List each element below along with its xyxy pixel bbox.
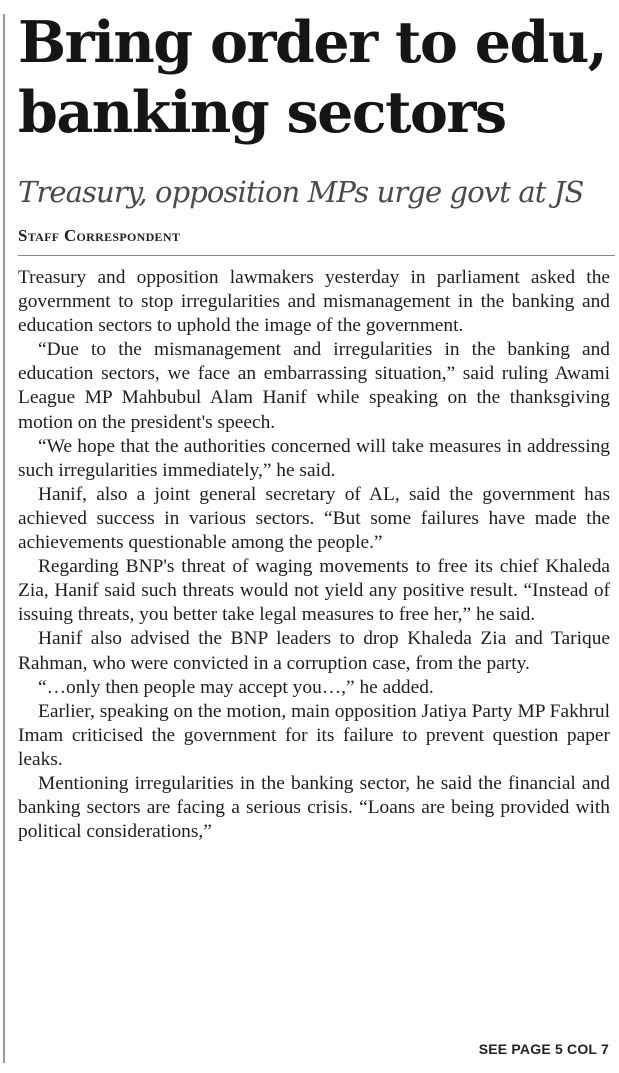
- paragraph: Regarding BNP's threat of waging movements to free its chief Khaleda Zia, Hanif said such threats would not yield any positive result. “Instead of issuing threats, you better take legal measures to free her,” he said.: [18, 556, 610, 626]
- paragraph: Hanif, also a joint general secretary of AL, said the government has achieved success in various sectors. “But some failures have made the achievements questionable among the people.”: [18, 483, 610, 554]
- byline-divider: [18, 255, 615, 256]
- paragraph: Mentioning irregularities in the banking sector, he said the financial and banking sectors are facing a serious crisis. “Loans are being provided with political considerations,”: [18, 772, 610, 843]
- paragraph: Treasury and opposition lawmakers yesterday in parliament asked the government to stop irregularities and mismanagement in the banking and education sectors to uphold the image of the government.: [18, 267, 610, 337]
- paragraph: “We hope that the authorities concerned will take measures in addressing such irregularities immediately,” he said.: [18, 435, 610, 481]
- headline-line-2: banking sectors: [18, 79, 506, 146]
- continued-on-label: SEE PAGE 5 COL 7: [478, 1041, 609, 1057]
- byline: Staff Correspondent: [18, 226, 181, 245]
- article-body: [18, 266, 610, 844]
- headline-line-1: Bring order to edu,: [18, 9, 607, 76]
- paragraph: Earlier, speaking on the motion, main opposition Jatiya Party MP Fakhrul Imam criticised the government for its failure to prevent question paper leaks.: [18, 700, 610, 770]
- column-rule: [3, 14, 5, 1063]
- headline: [18, 8, 616, 148]
- paragraph: “…only then people may accept you…,” he added.: [38, 676, 434, 698]
- subheadline: Treasury, opposition MPs urge govt at JS: [18, 175, 584, 209]
- paragraph: Hanif also advised the BNP leaders to drop Khaleda Zia and Tarique Rahman, who were convicted in a corruption case, from the party.: [18, 628, 610, 674]
- paragraph: “Due to the mismanagement and irregularities in the banking and education sectors, we face an embarrassing situation,” said ruling Awami League MP Mahbubul Alam Hanif while speaking on the thanksgiving motion on the president's speech.: [18, 339, 610, 433]
